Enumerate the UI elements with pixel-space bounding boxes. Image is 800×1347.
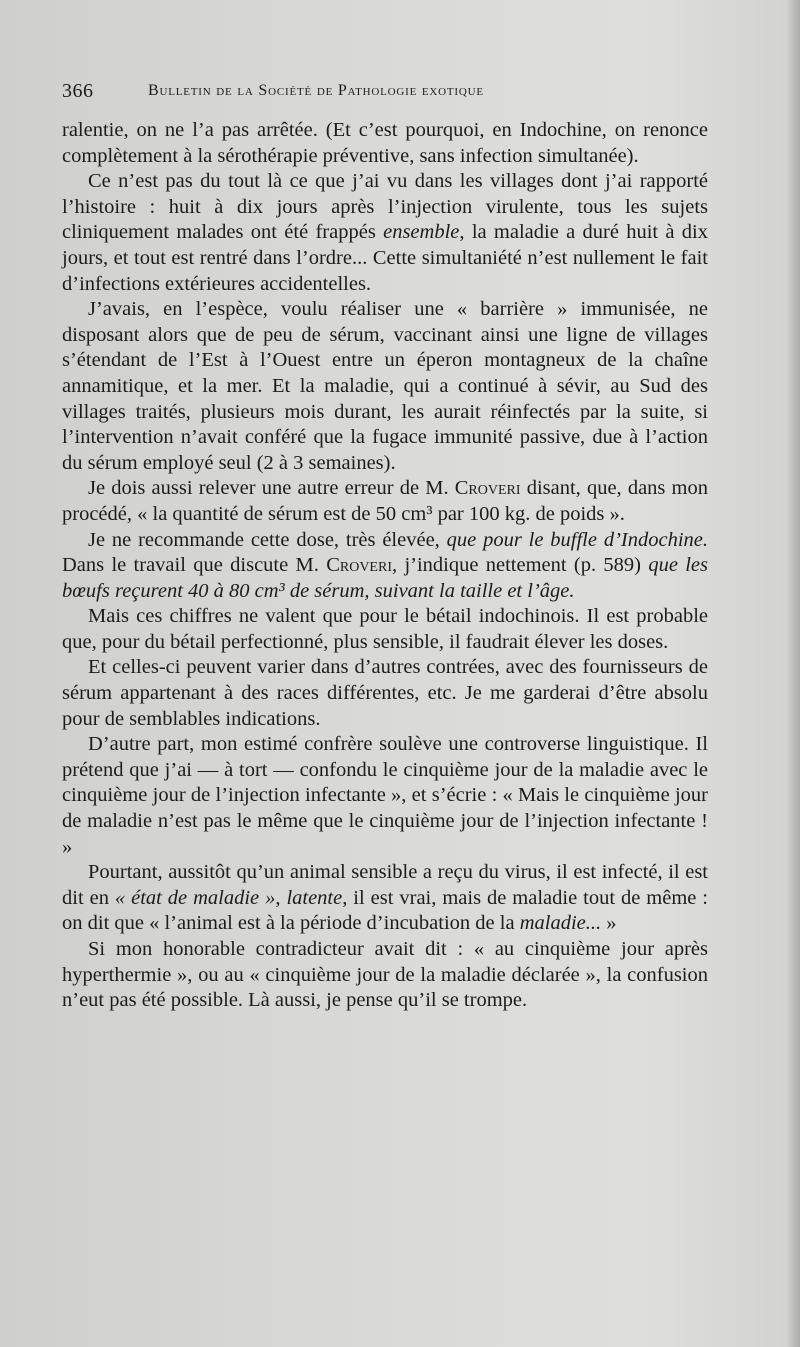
paragraph-text: , j’indique nettement (p. 589) <box>392 554 649 577</box>
paragraph-text: » <box>601 912 617 935</box>
paragraph-text: ralentie, on ne l’a pas arrêtée. (Et c’est pourquoi, en Indochine, on renonce complètement à la sérothérapie préventive, sans infection simultanée). <box>62 119 708 167</box>
italic-text: que les bœufs reçurent 40 à 80 cm³ de sérum, suivant la taille et l’âge. <box>62 554 709 602</box>
paragraph-text: Si mon honorable contradicteur avait dit : « au cinquième jour après hyperthermie », ou au « cinquième jour de la maladie déclarée », la confusion n’eut pas été possible. Là aussi, je pense qu’il se trompe. <box>62 938 708 1012</box>
paragraph <box>62 604 708 655</box>
paragraph <box>62 169 708 297</box>
paragraph <box>62 528 708 605</box>
italic-text: « état de maladie » <box>114 886 276 909</box>
author-name: Croveri <box>326 554 392 577</box>
article-body <box>62 118 708 1014</box>
paragraph-text: Et celles-ci peuvent varier dans d’autres contrées, avec des fournisseurs de sérum appartenant à des races différentes, etc. Je me garderai d’être absolu pour de semblables indications. <box>62 656 708 730</box>
paragraph-text: , il est vrai, mais de maladie tout de même : on dit que « l’animal est à la période d’incubation de la <box>62 886 709 935</box>
running-head <box>62 80 722 110</box>
paragraph <box>62 732 708 860</box>
paragraph-text: , <box>275 886 287 909</box>
italic-text: maladie... <box>519 912 602 935</box>
paragraph-text: J’avais, en l’espèce, voulu réaliser une « barrière » immunisée, ne disposant alors que de peu de sérum, vaccinant ainsi une ligne de villages s’étendant de l’Est à l’Ouest entre un éperon montagneux de la chaîne annamitique, et la mer. Et la maladie, qui a continué à sévir, au Sud des villages traités, plusieurs mois durant, les aurait réinfectés par la suite, si l’intervention n’avait conféré que la fugace immunité passive, due à l’action du sérum employé seul (2 à 3 semaines). <box>62 298 708 474</box>
page-number: 366 <box>62 80 94 102</box>
italic-text: que pour le buffle d’Indochine. <box>446 528 708 551</box>
paragraph-text: Je ne recommande cette dose, très élevée, <box>88 528 447 551</box>
paragraph <box>62 937 708 1014</box>
paragraph-continuation <box>62 118 708 169</box>
page-edge-shadow <box>786 0 800 1347</box>
italic-text: ensemble <box>383 221 460 244</box>
paragraph-text: Mais ces chiffres ne valent que pour le bétail indochinois. Il est probable que, pour du bétail perfectionné, plus sensible, il faudrait élever les doses. <box>62 605 708 653</box>
author-name: Croveri <box>454 477 521 500</box>
paragraph-text: disant, que, dans mon procédé, « la quantité de sérum est de 50 cm³ par 100 kg. de poids ». <box>62 477 709 525</box>
paragraph-text: D’autre part, mon estimé confrère soulève une controverse linguistique. Il prétend que j’ai — à tort — confondu le cinquième jour de la maladie avec le cinquième jour de l’injection infectante », et s’écrie : « Mais le cinquième jour de maladie n’est pas le même que le cinquième jour de l’injection infectante ! » <box>62 733 708 858</box>
journal-title: Bulletin de la Société de Pathologie exotique <box>148 82 484 99</box>
paragraph-text: Dans le travail que discute M. <box>62 554 327 577</box>
paragraph <box>62 655 708 732</box>
paragraph-text: Je dois aussi relever une autre erreur de M. <box>88 477 455 500</box>
paragraph-text: Pourtant, aussitôt qu’un animal sensible a reçu du virus, il est infecté, il est dit en <box>62 861 708 909</box>
paragraph <box>62 476 708 527</box>
paragraph-text: , la maladie a duré huit à dix jours, et tout est rentré dans l’ordre... Cette simultaniété n’est nullement le fait d’infections extérieures accidentelles. <box>62 221 708 295</box>
paragraph <box>62 860 708 937</box>
italic-text: latente <box>286 886 343 909</box>
paragraph-text: Ce n’est pas du tout là ce que j’ai vu dans les villages dont j’ai rapporté l’histoire : huit à dix jours après l’injection virulente, tous les sujets cliniquement malades ont été frappés <box>62 170 708 244</box>
paragraph <box>62 297 708 476</box>
